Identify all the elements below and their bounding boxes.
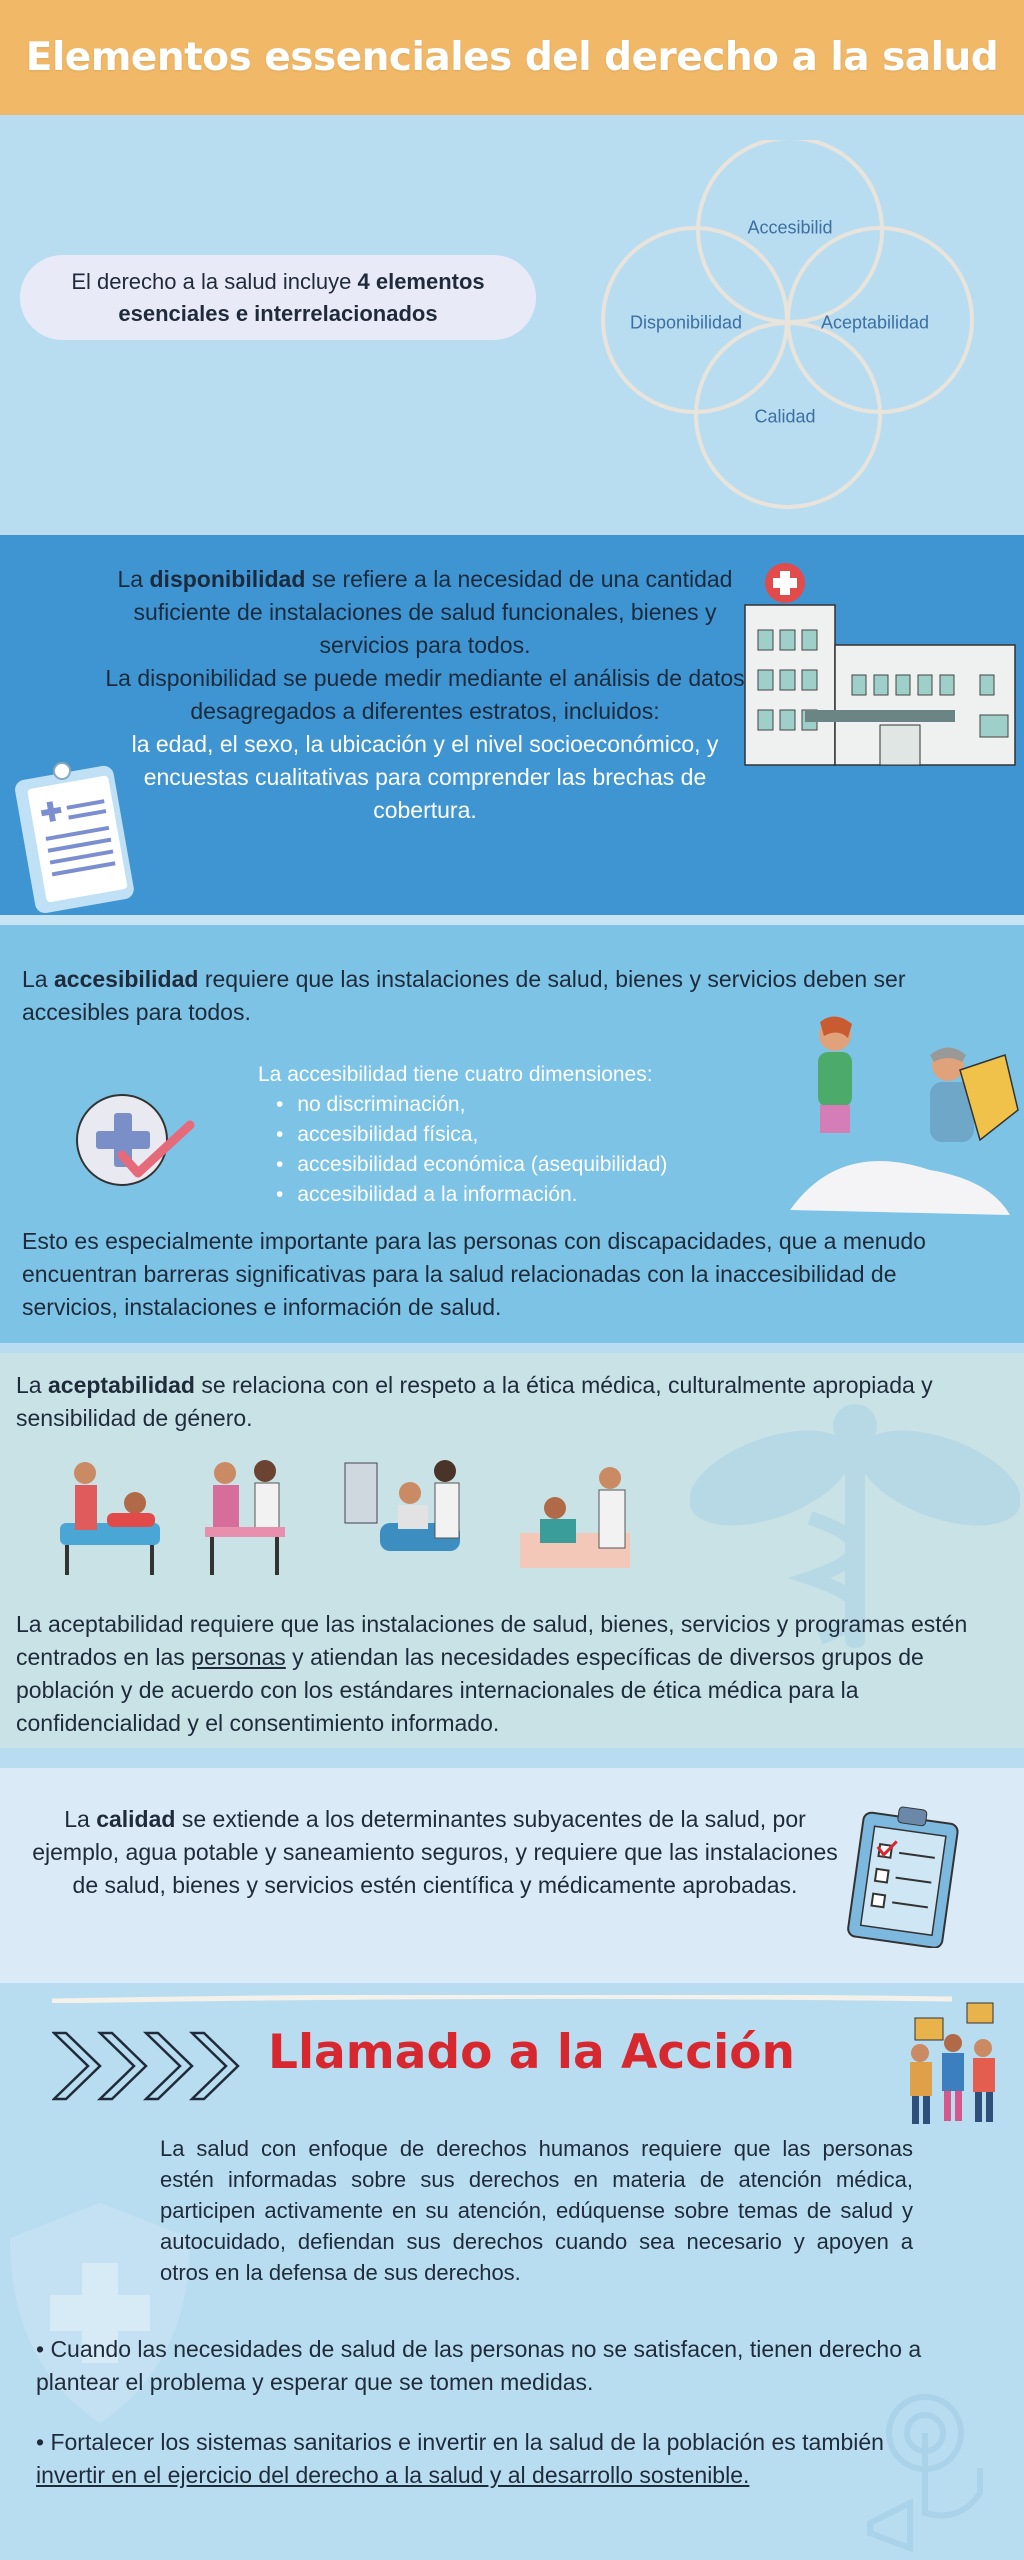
- call-to-action-paragraph: La salud con enfoque de derechos humanos requiere que las personas estén informadas sobre sus derechos en materia de atención médica, participen activamente en su atención, edúquense sobre temas de salud y autocuidado, defiendan sus derechos cuando sea necesario y apoyen a otros en la defensa de sus derechos.: [160, 2136, 913, 2285]
- call-to-action-section: [0, 1983, 1024, 2560]
- section-divider: [0, 1343, 1024, 1353]
- checklist-clipboard-icon: [845, 1803, 965, 1948]
- venn-label-disponibilidad: Disponibilidad: [629, 312, 743, 333]
- scene-vaccination: [205, 1460, 285, 1575]
- intro-pill-bold: 4 elementos esenciales e interrelacionados: [118, 268, 485, 326]
- hospital-illustration: [740, 545, 1020, 775]
- disponibilidad-keyword: disponibilidad: [149, 566, 306, 592]
- scene-dialysis: [345, 1460, 460, 1551]
- scene-consultation: [520, 1467, 630, 1568]
- accesibilidad-keyword: accesibilidad: [53, 966, 199, 992]
- intro-pill: [20, 255, 536, 340]
- accesibilidad-disability: Esto es especialmente importante para las personas con discapacidades, que a menudo encuentran barreras significativas para la salud relacionadas con la inaccesibilidad de servicios, instalaciones e información de salud.: [22, 1228, 926, 1320]
- accesibilidad-intro: La accesibilidad requiere que las instalaciones de salud, bienes y servicios deben ser accesibles para todos.: [22, 966, 906, 1025]
- list-item: • accesibilidad económica (asequibilidad): [276, 1150, 667, 1180]
- calidad-section: [0, 1768, 1024, 1983]
- personas-link[interactable]: personas: [191, 1644, 286, 1670]
- medical-care-illustrations: [55, 1453, 675, 1583]
- disponibilidad-section: [0, 535, 1024, 915]
- decorative-divider: [52, 1995, 952, 2003]
- page-title: Elementos essenciales del derecho a la salud: [25, 35, 999, 80]
- call-to-action-bullet-2: • Fortalecer los sistemas sanitarios e invertir en la salud de la población es también invertir en el ejercicio del derecho a la salud y al desarrollo sostenible.: [36, 2429, 884, 2488]
- section-divider: [0, 915, 1024, 925]
- disponibilidad-measure: La disponibilidad se puede medir mediante el análisis de datos desagregados a diferentes estratos, incluidos:: [105, 665, 745, 724]
- aceptabilidad-section: [0, 1353, 1024, 1748]
- chevrons-icon: [52, 2031, 242, 2101]
- venn-diagram: [580, 140, 980, 520]
- venn-label-aceptabilidad: Aceptabilidad: [820, 312, 930, 333]
- list-item: • accesibilidad a la información.: [276, 1180, 667, 1210]
- medical-check-icon: [72, 1085, 202, 1195]
- intro-section: [0, 115, 1024, 535]
- activists-illustration: [895, 1998, 1005, 2128]
- aceptabilidad-keyword: aceptabilidad: [47, 1372, 195, 1398]
- venn-label-calidad: Calidad: [754, 406, 816, 427]
- accesibilidad-dimensions: [258, 1060, 667, 1210]
- call-to-action-bullet-1: • Cuando las necesidades de salud de las personas no se satisfacen, tienen derecho a plantear el problema y esperar que se tomen medidas.: [36, 2336, 922, 2395]
- dimensions-title: La accesibilidad tiene cuatro dimensiones:: [258, 1063, 653, 1086]
- calidad-keyword: calidad: [96, 1806, 176, 1832]
- dimensions-list: [276, 1090, 667, 1210]
- call-to-action-title: Llamado a la Acción: [268, 2025, 795, 2080]
- accesibilidad-section: [0, 925, 1024, 1343]
- aceptabilidad-detail: La aceptabilidad requiere que las instalaciones de salud, bienes, servicios y programas estén centrados en las personas y atiendan las necesidades específicas de diversos grupos de población y de acuerdo con los estándares internacionales de ética médica para la confidencialidad y el consentimiento informado.: [16, 1611, 968, 1736]
- disponibilidad-strata: la edad, el sexo, la ubicación y el nivel socioeconómico, y encuestas cualitativas para comprender las brechas de cobertura.: [131, 731, 719, 823]
- aceptabilidad-intro: La aceptabilidad se relaciona con el respeto a la ética médica, culturalmente apropiada y sensibilidad de género.: [16, 1372, 933, 1431]
- disponibilidad-text: La disponibilidad se refiere a la necesidad de una cantidad suficiente de instalaciones de salud funcionales, bienes y servicios para todos. La disponibilidad se puede medir mediante el análisis de datos desagregados a diferentes estratos, incluidos: la edad, el sexo, la ubicación y el nivel socioeconómico, y encuestas cualitativas para comprender las brechas de cobertura.: [100, 563, 750, 827]
- invest-rights-link[interactable]: invertir en el ejercicio del derecho a la salud y al desarrollo sostenible.: [36, 2462, 750, 2488]
- clipboard-illustration: [14, 757, 144, 917]
- patients-illustration: [780, 1010, 1020, 1225]
- intro-pill-text: El derecho a la salud incluye: [71, 268, 358, 294]
- list-item: • accesibilidad física,: [276, 1120, 667, 1150]
- list-item: • no discriminación,: [276, 1090, 667, 1120]
- header-banner: [0, 0, 1024, 115]
- calidad-text: La calidad se extiende a los determinantes subyacentes de la salud, por ejemplo, agua potable y saneamiento seguros, y requiere que las instalaciones de salud, bienes y servicios estén científica y médicamente aprobadas.: [32, 1806, 838, 1898]
- scene-blood-donation: [60, 1462, 160, 1575]
- venn-label-accesibilidad: Accesibilid: [747, 217, 833, 238]
